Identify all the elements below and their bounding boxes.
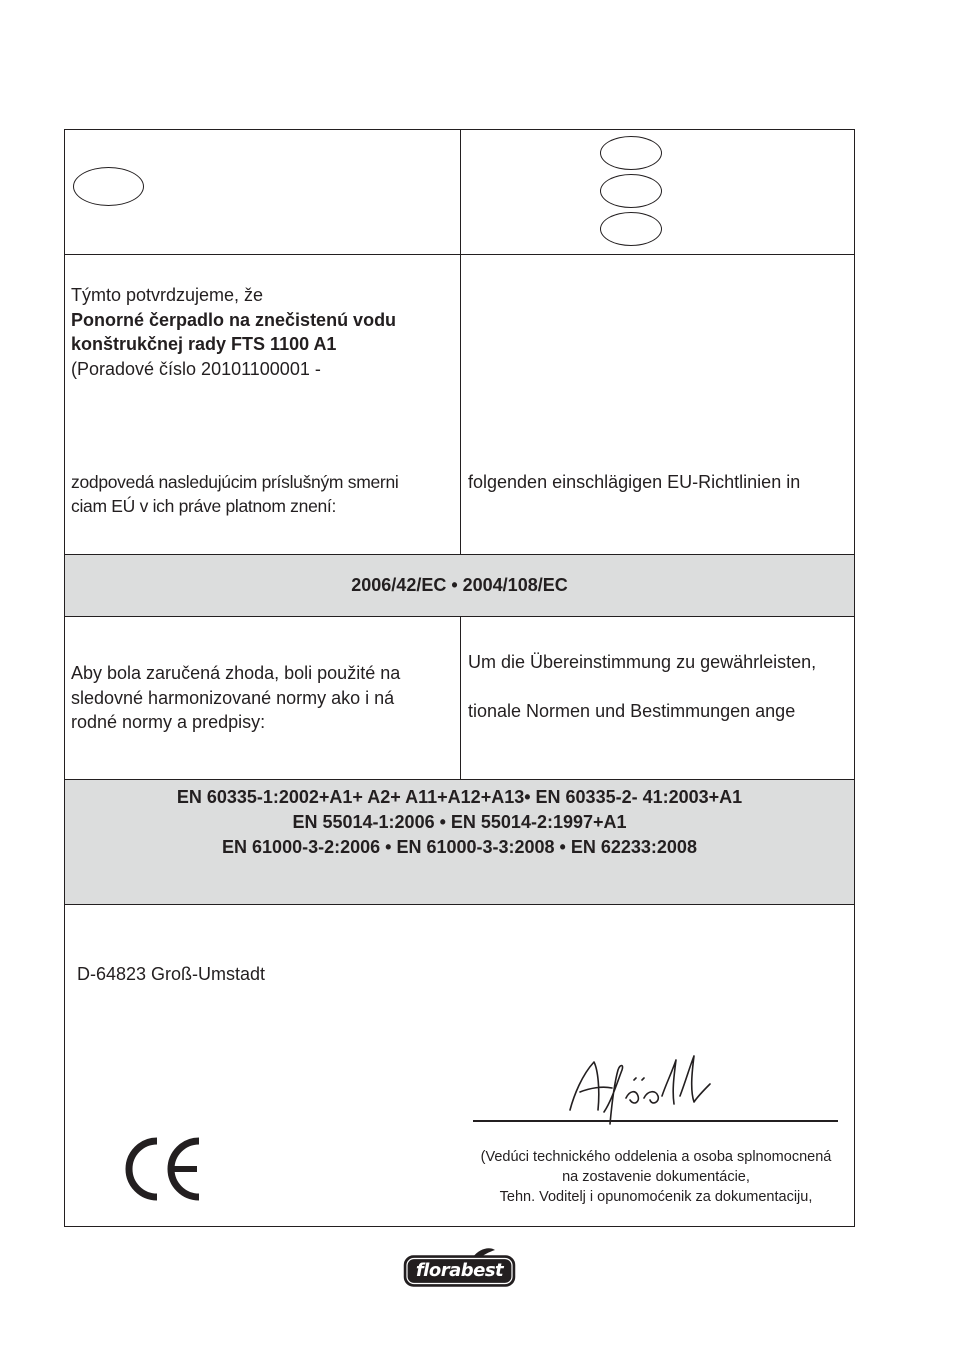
product-name: Ponorné čerpadlo na znečistenú vodu — [71, 310, 397, 330]
language-marker-oval — [73, 167, 144, 206]
standards-line: EN 61000-3-2:2006 • EN 61000-3-3:2008 • EN 62233:2008 — [222, 837, 697, 857]
address: D-64823 Groß-Umstadt — [77, 964, 266, 984]
directives-text-sk: zodpovedá nasledujúcim príslušným smerni — [71, 472, 399, 492]
directives-text-sk: ciam EÚ v ich práve platnom znení: — [71, 496, 337, 516]
language-marker-oval — [600, 174, 662, 208]
ce-mark-icon — [121, 1135, 207, 1203]
row-divider — [65, 904, 854, 905]
harmonized-text-de: Um die Übereinstimmung zu gewährleisten, — [468, 652, 817, 672]
directives-list: 2006/42/EC • 2004/108/EC — [351, 575, 568, 595]
harmonized-text-sk: Aby bola zaručená zhoda, boli použité na — [71, 663, 401, 683]
harmonized-text-de: tionale Normen und Bestimmungen ange — [468, 701, 796, 721]
signatory-title: na zostavenie dokumentácie, — [562, 1169, 750, 1185]
declaration-table — [64, 129, 855, 1227]
signatory-title: (Vedúci technického oddelenia a osoba splnomocnená — [480, 1149, 832, 1165]
language-marker-oval — [600, 136, 662, 170]
column-divider — [460, 130, 461, 555]
language-marker-oval — [600, 212, 662, 246]
brand-logo-text: florabest — [415, 1260, 504, 1281]
standards-line: EN 55014-1:2006 • EN 55014-2:1997+A1 — [292, 812, 627, 832]
harmonized-text-sk: sledovné harmonizované normy ako i ná — [71, 688, 395, 708]
column-divider — [460, 616, 461, 780]
directives-text-de: folgenden einschlägigen EU-Richtlinien in — [468, 472, 801, 492]
standards-line: EN 60335-1:2002+A1+ A2+ A11+A12+A13• EN 60335-2- 41:2003+A1 — [176, 787, 743, 807]
serial-number: (Poradové číslo 20101100001 - — [71, 359, 321, 379]
product-series: konštrukčnej rady FTS 1100 A1 — [71, 334, 337, 354]
signature-line — [473, 1120, 838, 1122]
signatory-title: Tehn. Voditelj i opunomoćenik za dokumentaciju, — [499, 1189, 813, 1205]
harmonized-text-sk: rodné normy a predpisy: — [71, 712, 266, 732]
intro-text: Týmto potvrdzujeme, že — [71, 285, 264, 305]
florabest-logo — [403, 1247, 516, 1289]
